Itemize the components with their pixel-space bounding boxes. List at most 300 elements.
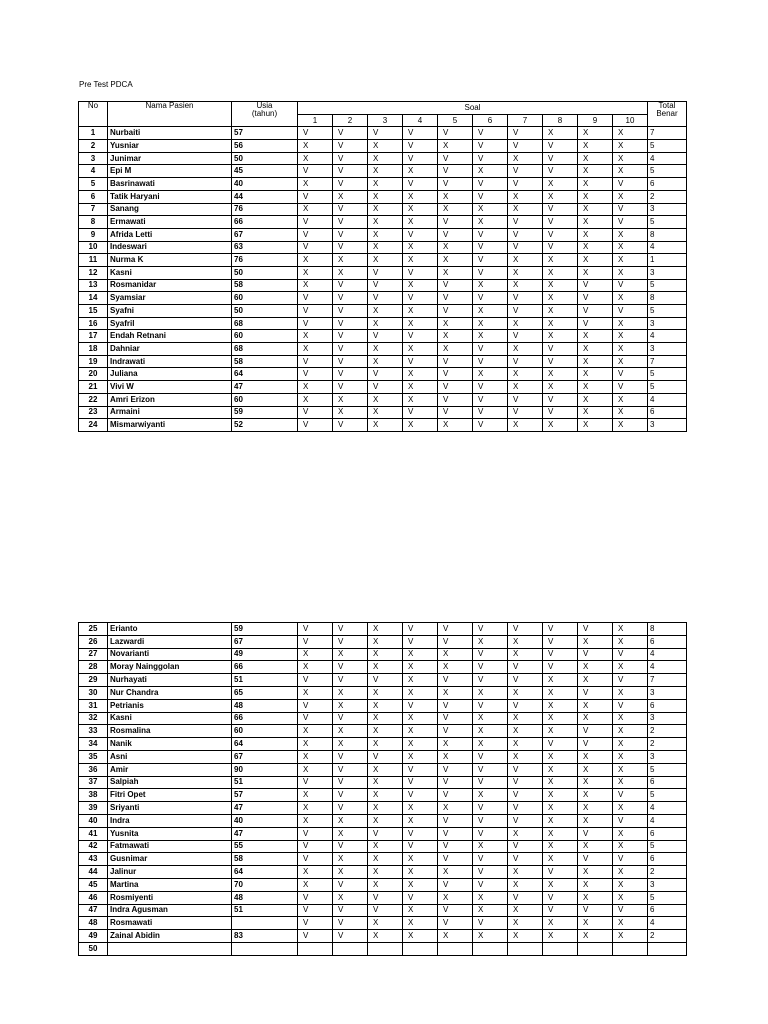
total-correct: 4 xyxy=(648,393,687,406)
answer-q3: X xyxy=(368,840,403,853)
answer-q2: V xyxy=(333,140,368,153)
answer-q7: V xyxy=(508,228,543,241)
answer-q8: X xyxy=(543,776,578,789)
answer-q7: V xyxy=(508,814,543,827)
total-correct: 3 xyxy=(648,203,687,216)
answer-q4: X xyxy=(403,725,438,738)
answer-q5: V xyxy=(438,789,473,802)
answer-q6: V xyxy=(473,917,508,930)
answer-q4: X xyxy=(403,917,438,930)
answer-q10: X xyxy=(613,776,648,789)
table-row xyxy=(79,661,687,674)
answer-q1: X xyxy=(298,330,333,343)
answer-q5: V xyxy=(438,406,473,419)
answer-q5: V xyxy=(438,904,473,917)
answer-q2: X xyxy=(333,853,368,866)
answer-q6: V xyxy=(473,661,508,674)
answer-q6: V xyxy=(473,152,508,165)
answer-q1: X xyxy=(298,750,333,763)
answer-q4: V xyxy=(403,827,438,840)
answer-q2: V xyxy=(333,661,368,674)
answer-q4: V xyxy=(403,178,438,191)
header-no: No xyxy=(79,102,108,127)
answer-q8: X xyxy=(543,330,578,343)
answer-q10: X xyxy=(613,228,648,241)
total-correct: 5 xyxy=(648,165,687,178)
pre-test-table-part-1 xyxy=(78,101,687,432)
answer-q2: X xyxy=(333,738,368,751)
answer-q5: X xyxy=(438,343,473,356)
table-row xyxy=(79,419,687,432)
answer-q8: X xyxy=(543,127,578,140)
patient-age: 60 xyxy=(232,393,298,406)
table-row xyxy=(79,254,687,267)
answer-q1: X xyxy=(298,661,333,674)
answer-q9: X xyxy=(578,254,613,267)
answer-q6: V xyxy=(473,878,508,891)
total-correct: 2 xyxy=(648,738,687,751)
patient-age: 83 xyxy=(232,930,298,943)
answer-q10: X xyxy=(613,686,648,699)
row-number: 5 xyxy=(79,178,108,191)
answer-q4: X xyxy=(403,381,438,394)
answer-q6: X xyxy=(473,216,508,229)
table-row xyxy=(79,853,687,866)
patient-age: 90 xyxy=(232,763,298,776)
row-number: 14 xyxy=(79,292,108,305)
answer-q4: V xyxy=(403,891,438,904)
answer-q5: V xyxy=(438,917,473,930)
answer-q1: V xyxy=(298,228,333,241)
patient-name: Syamsiar xyxy=(108,292,232,305)
table-row xyxy=(79,165,687,178)
patient-age: 50 xyxy=(232,152,298,165)
answer-q3: V xyxy=(368,904,403,917)
answer-q8: V xyxy=(543,355,578,368)
patient-name: Afrida Letti xyxy=(108,228,232,241)
answer-q2: V xyxy=(333,930,368,943)
answer-q2: X xyxy=(333,699,368,712)
answer-q10: X xyxy=(613,152,648,165)
answer-q3: X xyxy=(368,305,403,318)
answer-q6: X xyxy=(473,368,508,381)
row-number: 20 xyxy=(79,368,108,381)
answer-q7: V xyxy=(508,802,543,815)
answer-q1: V xyxy=(298,317,333,330)
answer-q1: V xyxy=(298,190,333,203)
answer-q8: X xyxy=(543,305,578,318)
answer-q8: X xyxy=(543,699,578,712)
answer-q6: V xyxy=(473,419,508,432)
table-row xyxy=(79,878,687,891)
answer-q2: X xyxy=(333,686,368,699)
row-number: 10 xyxy=(79,241,108,254)
answer-q8: X xyxy=(543,292,578,305)
answer-q5: V xyxy=(438,368,473,381)
answer-q10: X xyxy=(613,917,648,930)
patient-age: 58 xyxy=(232,279,298,292)
patient-name: Indra xyxy=(108,814,232,827)
answer-q4: V xyxy=(403,840,438,853)
answer-q6: V xyxy=(473,343,508,356)
answer-q4: X xyxy=(403,814,438,827)
answer-q5: V xyxy=(438,712,473,725)
header-soal: Soal xyxy=(298,102,648,115)
answer-q3: V xyxy=(368,368,403,381)
total-correct: 4 xyxy=(648,648,687,661)
answer-q5: V xyxy=(438,152,473,165)
answer-q9: X xyxy=(578,917,613,930)
answer-q3: X xyxy=(368,178,403,191)
answer-q6: X xyxy=(473,725,508,738)
answer-q10: V xyxy=(613,853,648,866)
table-row xyxy=(79,866,687,879)
patient-name: Lazwardi xyxy=(108,635,232,648)
patient-name: Amri Erizon xyxy=(108,393,232,406)
answer-q9: X xyxy=(578,750,613,763)
table-row xyxy=(79,789,687,802)
answer-q6: V xyxy=(473,827,508,840)
answer-q9: V xyxy=(578,904,613,917)
answer-q1: X xyxy=(298,789,333,802)
patient-age: 57 xyxy=(232,127,298,140)
table-row xyxy=(79,178,687,191)
row-number: 7 xyxy=(79,203,108,216)
total-correct: 6 xyxy=(648,827,687,840)
answer-q2: X xyxy=(333,827,368,840)
answer-q6: X xyxy=(473,635,508,648)
patient-name: Gusnimar xyxy=(108,853,232,866)
answer-q10: V xyxy=(613,699,648,712)
answer-q1: V xyxy=(298,699,333,712)
answer-q5: V xyxy=(438,878,473,891)
table-row xyxy=(79,904,687,917)
answer-q2: V xyxy=(333,305,368,318)
total-correct: 2 xyxy=(648,725,687,738)
answer-q6: X xyxy=(473,305,508,318)
answer-q5: X xyxy=(438,190,473,203)
answer-q2: V xyxy=(333,292,368,305)
answer-q3: X xyxy=(368,917,403,930)
patient-name: Indrawati xyxy=(108,355,232,368)
answer-q7: V xyxy=(508,393,543,406)
answer-q3: X xyxy=(368,241,403,254)
answer-q1: V xyxy=(298,216,333,229)
patient-name: Yusnita xyxy=(108,827,232,840)
row-number: 17 xyxy=(79,330,108,343)
row-number: 37 xyxy=(79,776,108,789)
answer-q10: X xyxy=(613,661,648,674)
answer-q3: X xyxy=(368,814,403,827)
table-row xyxy=(79,406,687,419)
answer-q7: V xyxy=(508,776,543,789)
answer-q7: X xyxy=(508,254,543,267)
answer-q1: V xyxy=(298,712,333,725)
answer-q6: V xyxy=(473,393,508,406)
answer-q2: V xyxy=(333,750,368,763)
row-number: 27 xyxy=(79,648,108,661)
answer-q6: V xyxy=(473,127,508,140)
total-correct: 4 xyxy=(648,661,687,674)
answer-q5: X xyxy=(438,254,473,267)
answer-q5: V xyxy=(438,279,473,292)
answer-q2: V xyxy=(333,203,368,216)
answer-q4: V xyxy=(403,776,438,789)
answer-q9: X xyxy=(578,789,613,802)
total-correct: 3 xyxy=(648,419,687,432)
answer-q6: V xyxy=(473,266,508,279)
answer-q8: V xyxy=(543,343,578,356)
answer-q5: V xyxy=(438,725,473,738)
total-correct: 5 xyxy=(648,279,687,292)
answer-q3: X xyxy=(368,317,403,330)
answer-q10: X xyxy=(613,712,648,725)
row-number: 36 xyxy=(79,763,108,776)
total-correct: 2 xyxy=(648,930,687,943)
row-number: 18 xyxy=(79,343,108,356)
answer-q1: X xyxy=(298,802,333,815)
table-row xyxy=(79,827,687,840)
answer-q10: X xyxy=(613,878,648,891)
answer-q7: X xyxy=(508,343,543,356)
table-row xyxy=(79,942,687,955)
answer-q9: V xyxy=(578,623,613,636)
answer-q8: V xyxy=(543,165,578,178)
answer-q8: X xyxy=(543,674,578,687)
answer-q8: X xyxy=(543,368,578,381)
answer-q9: X xyxy=(578,712,613,725)
answer-q4: X xyxy=(403,279,438,292)
answer-q3: V xyxy=(368,279,403,292)
answer-q9: X xyxy=(578,190,613,203)
patient-name: Mismarwiyanti xyxy=(108,419,232,432)
patient-age: 60 xyxy=(232,725,298,738)
header-total xyxy=(648,102,687,127)
answer-q2: V xyxy=(333,317,368,330)
header-name: Nama Pasien xyxy=(108,102,232,127)
table-row xyxy=(79,228,687,241)
answer-q10: V xyxy=(613,305,648,318)
answer-q2: V xyxy=(333,789,368,802)
table-row xyxy=(79,317,687,330)
answer-q9: X xyxy=(578,406,613,419)
table-row xyxy=(79,140,687,153)
answer-q6: V xyxy=(473,853,508,866)
patient-age: 52 xyxy=(232,419,298,432)
answer-q1: V xyxy=(298,853,333,866)
answer-q3: X xyxy=(368,343,403,356)
total-correct: 7 xyxy=(648,127,687,140)
answer-q6: V xyxy=(473,381,508,394)
answer-q9: X xyxy=(578,140,613,153)
answer-q6: X xyxy=(473,904,508,917)
answer-q7: V xyxy=(508,840,543,853)
answer-q1: V xyxy=(298,917,333,930)
answer-q9: X xyxy=(578,203,613,216)
answer-q4: V xyxy=(403,152,438,165)
answer-q7: V xyxy=(508,661,543,674)
patient-age: 47 xyxy=(232,381,298,394)
patient-name: Nurbaiti xyxy=(108,127,232,140)
patient-name: Fitri Opet xyxy=(108,789,232,802)
answer-q9: X xyxy=(578,840,613,853)
answer-q1: X xyxy=(298,279,333,292)
pre-test-table-part-2 xyxy=(78,622,687,956)
answer-q10: X xyxy=(613,827,648,840)
answer-q5: V xyxy=(438,292,473,305)
answer-q4: V xyxy=(403,292,438,305)
answer-q8: V xyxy=(543,904,578,917)
answer-q1: X xyxy=(298,866,333,879)
answer-q7: V xyxy=(508,292,543,305)
answer-q5: V xyxy=(438,635,473,648)
answer-q8: X xyxy=(543,419,578,432)
answer-q5: V xyxy=(438,776,473,789)
answer-q10: X xyxy=(613,266,648,279)
row-number: 3 xyxy=(79,152,108,165)
answer-q2: V xyxy=(333,878,368,891)
patient-name: Indeswari xyxy=(108,241,232,254)
answer-q2: V xyxy=(333,228,368,241)
answer-q5: X xyxy=(438,661,473,674)
answer-q9: X xyxy=(578,878,613,891)
table-row xyxy=(79,623,687,636)
answer-q3: X xyxy=(368,254,403,267)
table-row xyxy=(79,355,687,368)
answer-q8: X xyxy=(543,725,578,738)
answer-q3: V xyxy=(368,891,403,904)
answer-q6: X xyxy=(473,279,508,292)
row-number: 32 xyxy=(79,712,108,725)
patient-age: 68 xyxy=(232,317,298,330)
patient-age xyxy=(232,942,298,955)
total-correct: 4 xyxy=(648,330,687,343)
answer-q3: X xyxy=(368,712,403,725)
answer-q5: V xyxy=(438,228,473,241)
answer-q9: V xyxy=(578,648,613,661)
row-number: 46 xyxy=(79,891,108,904)
answer-q5: X xyxy=(438,891,473,904)
table-row xyxy=(79,814,687,827)
answer-q9 xyxy=(578,942,613,955)
answer-q10: X xyxy=(613,140,648,153)
answer-q10: X xyxy=(613,393,648,406)
patient-age: 51 xyxy=(232,674,298,687)
table-row xyxy=(79,266,687,279)
row-number: 11 xyxy=(79,254,108,267)
table-row xyxy=(79,635,687,648)
total-correct: 6 xyxy=(648,776,687,789)
total-correct: 5 xyxy=(648,216,687,229)
answer-q6: V xyxy=(473,750,508,763)
answer-q2: V xyxy=(333,763,368,776)
answer-q9: X xyxy=(578,330,613,343)
answer-q9: X xyxy=(578,355,613,368)
patient-age: 44 xyxy=(232,190,298,203)
answer-q3: V xyxy=(368,266,403,279)
patient-age: 67 xyxy=(232,750,298,763)
answer-q3: X xyxy=(368,853,403,866)
answer-q8: V xyxy=(543,216,578,229)
answer-q7: X xyxy=(508,381,543,394)
total-correct: 8 xyxy=(648,228,687,241)
patient-age: 40 xyxy=(232,178,298,191)
answer-q7: X xyxy=(508,725,543,738)
answer-q10: X xyxy=(613,317,648,330)
answer-q6: V xyxy=(473,623,508,636)
answer-q4 xyxy=(403,942,438,955)
answer-q9: V xyxy=(578,317,613,330)
answer-q1: X xyxy=(298,140,333,153)
row-number: 1 xyxy=(79,127,108,140)
header-question-9: 9 xyxy=(578,114,613,127)
answer-q4: X xyxy=(403,866,438,879)
answer-q1: V xyxy=(298,635,333,648)
row-number: 19 xyxy=(79,355,108,368)
answer-q5: X xyxy=(438,750,473,763)
answer-q3: X xyxy=(368,635,403,648)
patient-name: Vivi W xyxy=(108,381,232,394)
answer-q7: V xyxy=(508,216,543,229)
answer-q3: X xyxy=(368,686,403,699)
answer-q5: X xyxy=(438,317,473,330)
answer-q8: X xyxy=(543,712,578,725)
answer-q7: V xyxy=(508,178,543,191)
answer-q8: V xyxy=(543,140,578,153)
total-correct: 6 xyxy=(648,699,687,712)
answer-q10: V xyxy=(613,674,648,687)
answer-q5: X xyxy=(438,802,473,815)
answer-q7: V xyxy=(508,330,543,343)
answer-q4: V xyxy=(403,623,438,636)
patient-name: Nurhayati xyxy=(108,674,232,687)
total-correct: 3 xyxy=(648,266,687,279)
answer-q3: V xyxy=(368,750,403,763)
answer-q10: X xyxy=(613,623,648,636)
answer-q6: V xyxy=(473,802,508,815)
header-age-line2: (tahun) xyxy=(251,109,278,118)
total-correct: 2 xyxy=(648,190,687,203)
answer-q7: V xyxy=(508,355,543,368)
answer-q9: X xyxy=(578,381,613,394)
answer-q8: X xyxy=(543,279,578,292)
patient-age: 64 xyxy=(232,368,298,381)
answer-q6: V xyxy=(473,241,508,254)
total-correct: 4 xyxy=(648,917,687,930)
answer-q4: X xyxy=(403,674,438,687)
answer-q9: X xyxy=(578,178,613,191)
answer-q7: X xyxy=(508,712,543,725)
answer-q3: X xyxy=(368,152,403,165)
answer-q1: V xyxy=(298,891,333,904)
total-correct: 5 xyxy=(648,368,687,381)
answer-q10: X xyxy=(613,750,648,763)
answer-q5: V xyxy=(438,393,473,406)
total-correct: 4 xyxy=(648,814,687,827)
answer-q5: X xyxy=(438,738,473,751)
row-number: 23 xyxy=(79,406,108,419)
answer-q7: X xyxy=(508,686,543,699)
row-number: 50 xyxy=(79,942,108,955)
row-number: 12 xyxy=(79,266,108,279)
answer-q1: V xyxy=(298,623,333,636)
answer-q7: X xyxy=(508,930,543,943)
patient-name: Syafril xyxy=(108,317,232,330)
answer-q7: V xyxy=(508,140,543,153)
answer-q8: V xyxy=(543,866,578,879)
answer-q7: V xyxy=(508,623,543,636)
answer-q4: X xyxy=(403,878,438,891)
